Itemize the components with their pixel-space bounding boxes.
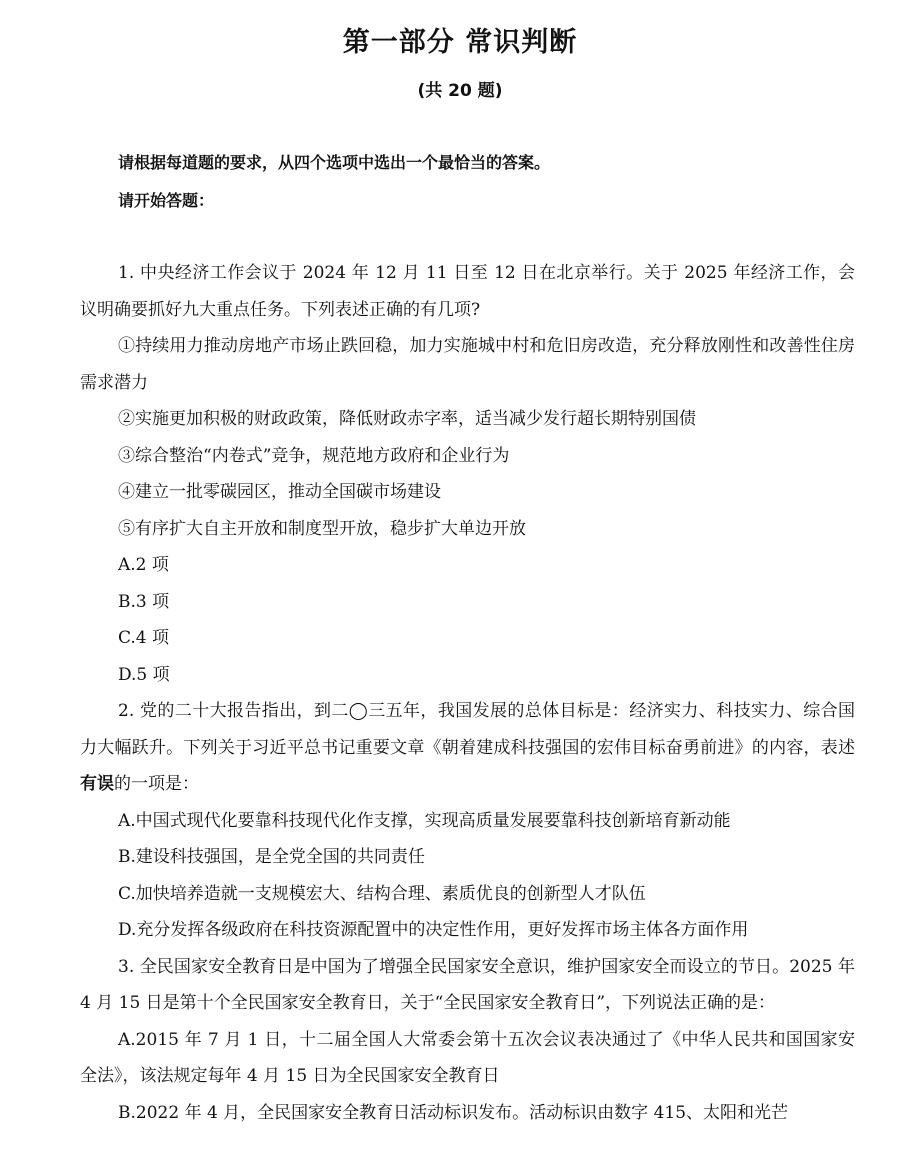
answer-option: B.建设科技强国，是全党全国的共同责任: [118, 847, 425, 867]
statement: ④建立一批零碳园区，推动全国碳市场建设: [118, 482, 441, 502]
question-stem: [80, 693, 855, 803]
answer-option: D.5 项: [118, 664, 170, 685]
question-stem: 1. 中央经济工作会议于 2024 年 12 月 11 日至 12 日在北京举行。关于 2025 年经济工作，会议明确要抓好九大重点任务。下列表述正确的有几项?: [80, 263, 855, 320]
question-stem-text: 2. 党的二十大报告指出，到二◯三五年，我国发展的总体目标是：经济实力、科技实力、综合国力大幅跃升。下列关于习近平总书记重要文章《朝着建成科技强国的宏伟目标奋勇前进》的内容，表述: [80, 701, 855, 758]
instruction-line: 请根据每道题的要求，从四个选项中选出一个最恰当的答案。: [118, 153, 551, 172]
start-prompt: 请开始答题：: [118, 191, 215, 210]
answer-option: A.2 项: [118, 555, 169, 575]
statement: ⑤有序扩大自主开放和制度型开放，稳步扩大单边开放: [118, 518, 526, 539]
answer-option: B.3 项: [118, 591, 170, 612]
question-stem: 3. 全民国家安全教育日是中国为了增强全民国家安全意识，维护国家安全而设立的节日。2025 年 4 月 15 日是第十个全民国家安全教育日，关于“全民国家安全教育日”，下列说法正确的是：: [80, 956, 855, 1013]
page-title: 第一部分 常识判断: [342, 27, 578, 58]
emphasis-text: 有误: [80, 774, 114, 794]
statement: ②实施更加积极的财政政策，降低财政赤字率，适当减少发行超长期特别国债: [118, 409, 696, 429]
answer-option: A.2015 年 7 月 1 日，十二届全国人大常委会第十五次会议表决通过了《中华人民共和国国家安全法》，该法规定每年 4 月 15 日为全民国家安全教育日: [80, 1029, 855, 1086]
answer-option: D.充分发挥各级政府在科技资源配置中的决定性作用，更好发挥市场主体各方面作用: [118, 920, 749, 940]
questions-area: [80, 255, 855, 1131]
statement: ③综合整治“内卷式”竞争，规范地方政府和企业行为: [118, 445, 510, 466]
answer-option: A.中国式现代化要靠科技现代化作支撑，实现高质量发展要靠科技创新培育新动能: [118, 810, 731, 831]
answer-option: B.2022 年 4 月，全民国家安全教育日活动标识发布。活动标识由数字 415、太阳和光芒: [118, 1102, 789, 1123]
answer-option: C.4 项: [118, 628, 170, 648]
question-stem-text: 的一项是：: [114, 774, 199, 794]
answer-option: C.加快培养造就一支规模宏大、结构合理、素质优良的创新型人才队伍: [118, 883, 646, 904]
question-count: (共 20 题): [417, 81, 503, 101]
statement: ①持续用力推动房地产市场止跌回稳，加力实施城中村和危旧房改造，充分释放刚性和改善性住房需求潜力: [80, 336, 855, 393]
